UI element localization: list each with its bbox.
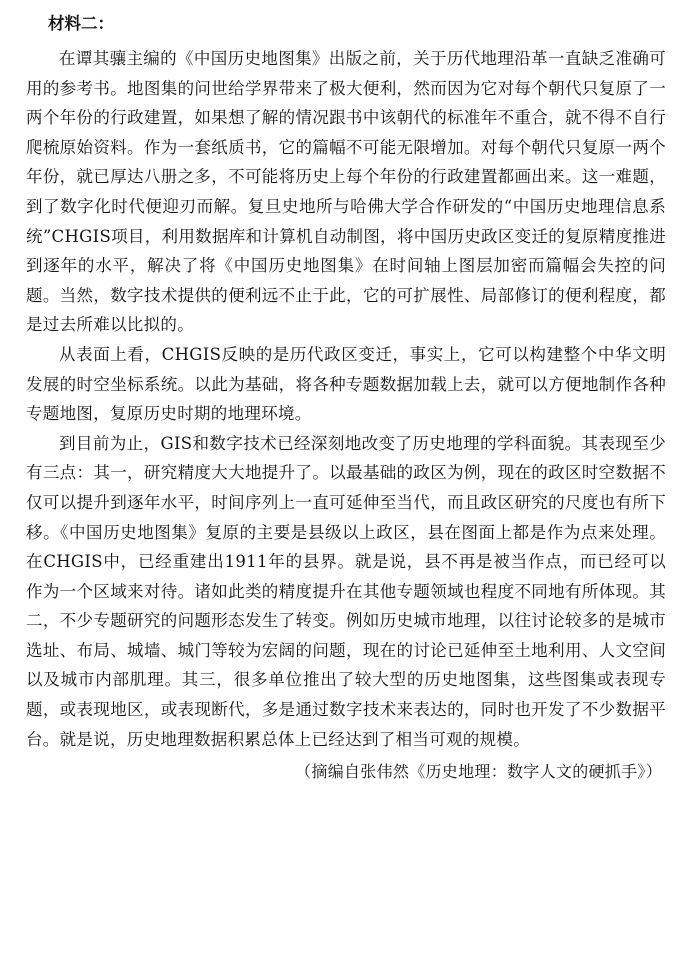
paragraph-1: 在谭其骧主编的《中国历史地图集》出版之前，关于历代地理沿革一直缺乏准确可用的参考书。地图集的问世给学界带来了极大便利，然而因为它对每个朝代只复原了一两个年份的行政建置，如果想了解的情况跟书中该朝代的标准年不重合，就不得不自行爬梳原始资料。作为一套纸质书，它的篇幅不可能无限增加。对每个朝代只复原一两个年份，就已厚达八册之多，不可能将历史上每个年份的行政建置都画出来。这一难题，到了数字化时代便迎刃而解。复旦史地所与哈佛大学合作研发的“中国历史地理信息系统”CHGIS项目，利用数据库和计算机自动制图，将中国历史政区变迁的复原精度推进到逐年的水平，解决了将《中国历史地图集》在时间轴上图层加密而篇幅会失控的问题。当然，数字技术提供的便利远不止于此，它的可扩展性、局部修订的便利程度，都是过去所难以比拟的。 (26, 49, 666, 335)
source-citation: （摘编自张伟然《历史地理：数字人文的硬抓手》） (295, 762, 662, 782)
section-heading: 材料二： (48, 14, 114, 33)
paragraph-3: 到目前为止，GIS和数字技术已经深刻地改变了历史地理的学科面貌。其表现至少有三点：其一，研究精度大大地提升了。以最基础的政区为例，现在的政区时空数据不仅可以提升到逐年水平，时间序列上一直可延伸至当代，而且政区研究的尺度也有所下移。《中国历史地图集》复原的主要是县级以上政区，县在图面上都是作为点来处理。在CHGIS中，已经重建出1911年的县界。就是说，县不再是被当作点，而已经可以作为一个区域来对待。诸如此类的精度提升在其他专题领域也程度不同地有所体现。其二，不少专题研究的问题形态发生了转变。例如历史城市地理，以往讨论较多的是城市选址、布局、城墙、城门等较为宏阔的问题，现在的讨论已延伸至土地利用、人文空间以及城市内部肌理。其三，很多单位推出了较大型的历史地图集，这些图集或表现专题，或表现地区，或表现断代，多是通过数字技术来表达的，同时也开发了不少数据平台。就是说，历史地理数据积累总体上已经达到了相当可观的规模。 (26, 433, 666, 749)
paragraph-2: 从表面上看，CHGIS反映的是历代政区变迁，事实上，它可以构建整个中华文明发展的时空坐标系统。以此为基础，将各种专题数据加载上去，就可以方便地制作各种专题地图，复原历史时期的地理环境。 (26, 344, 666, 424)
